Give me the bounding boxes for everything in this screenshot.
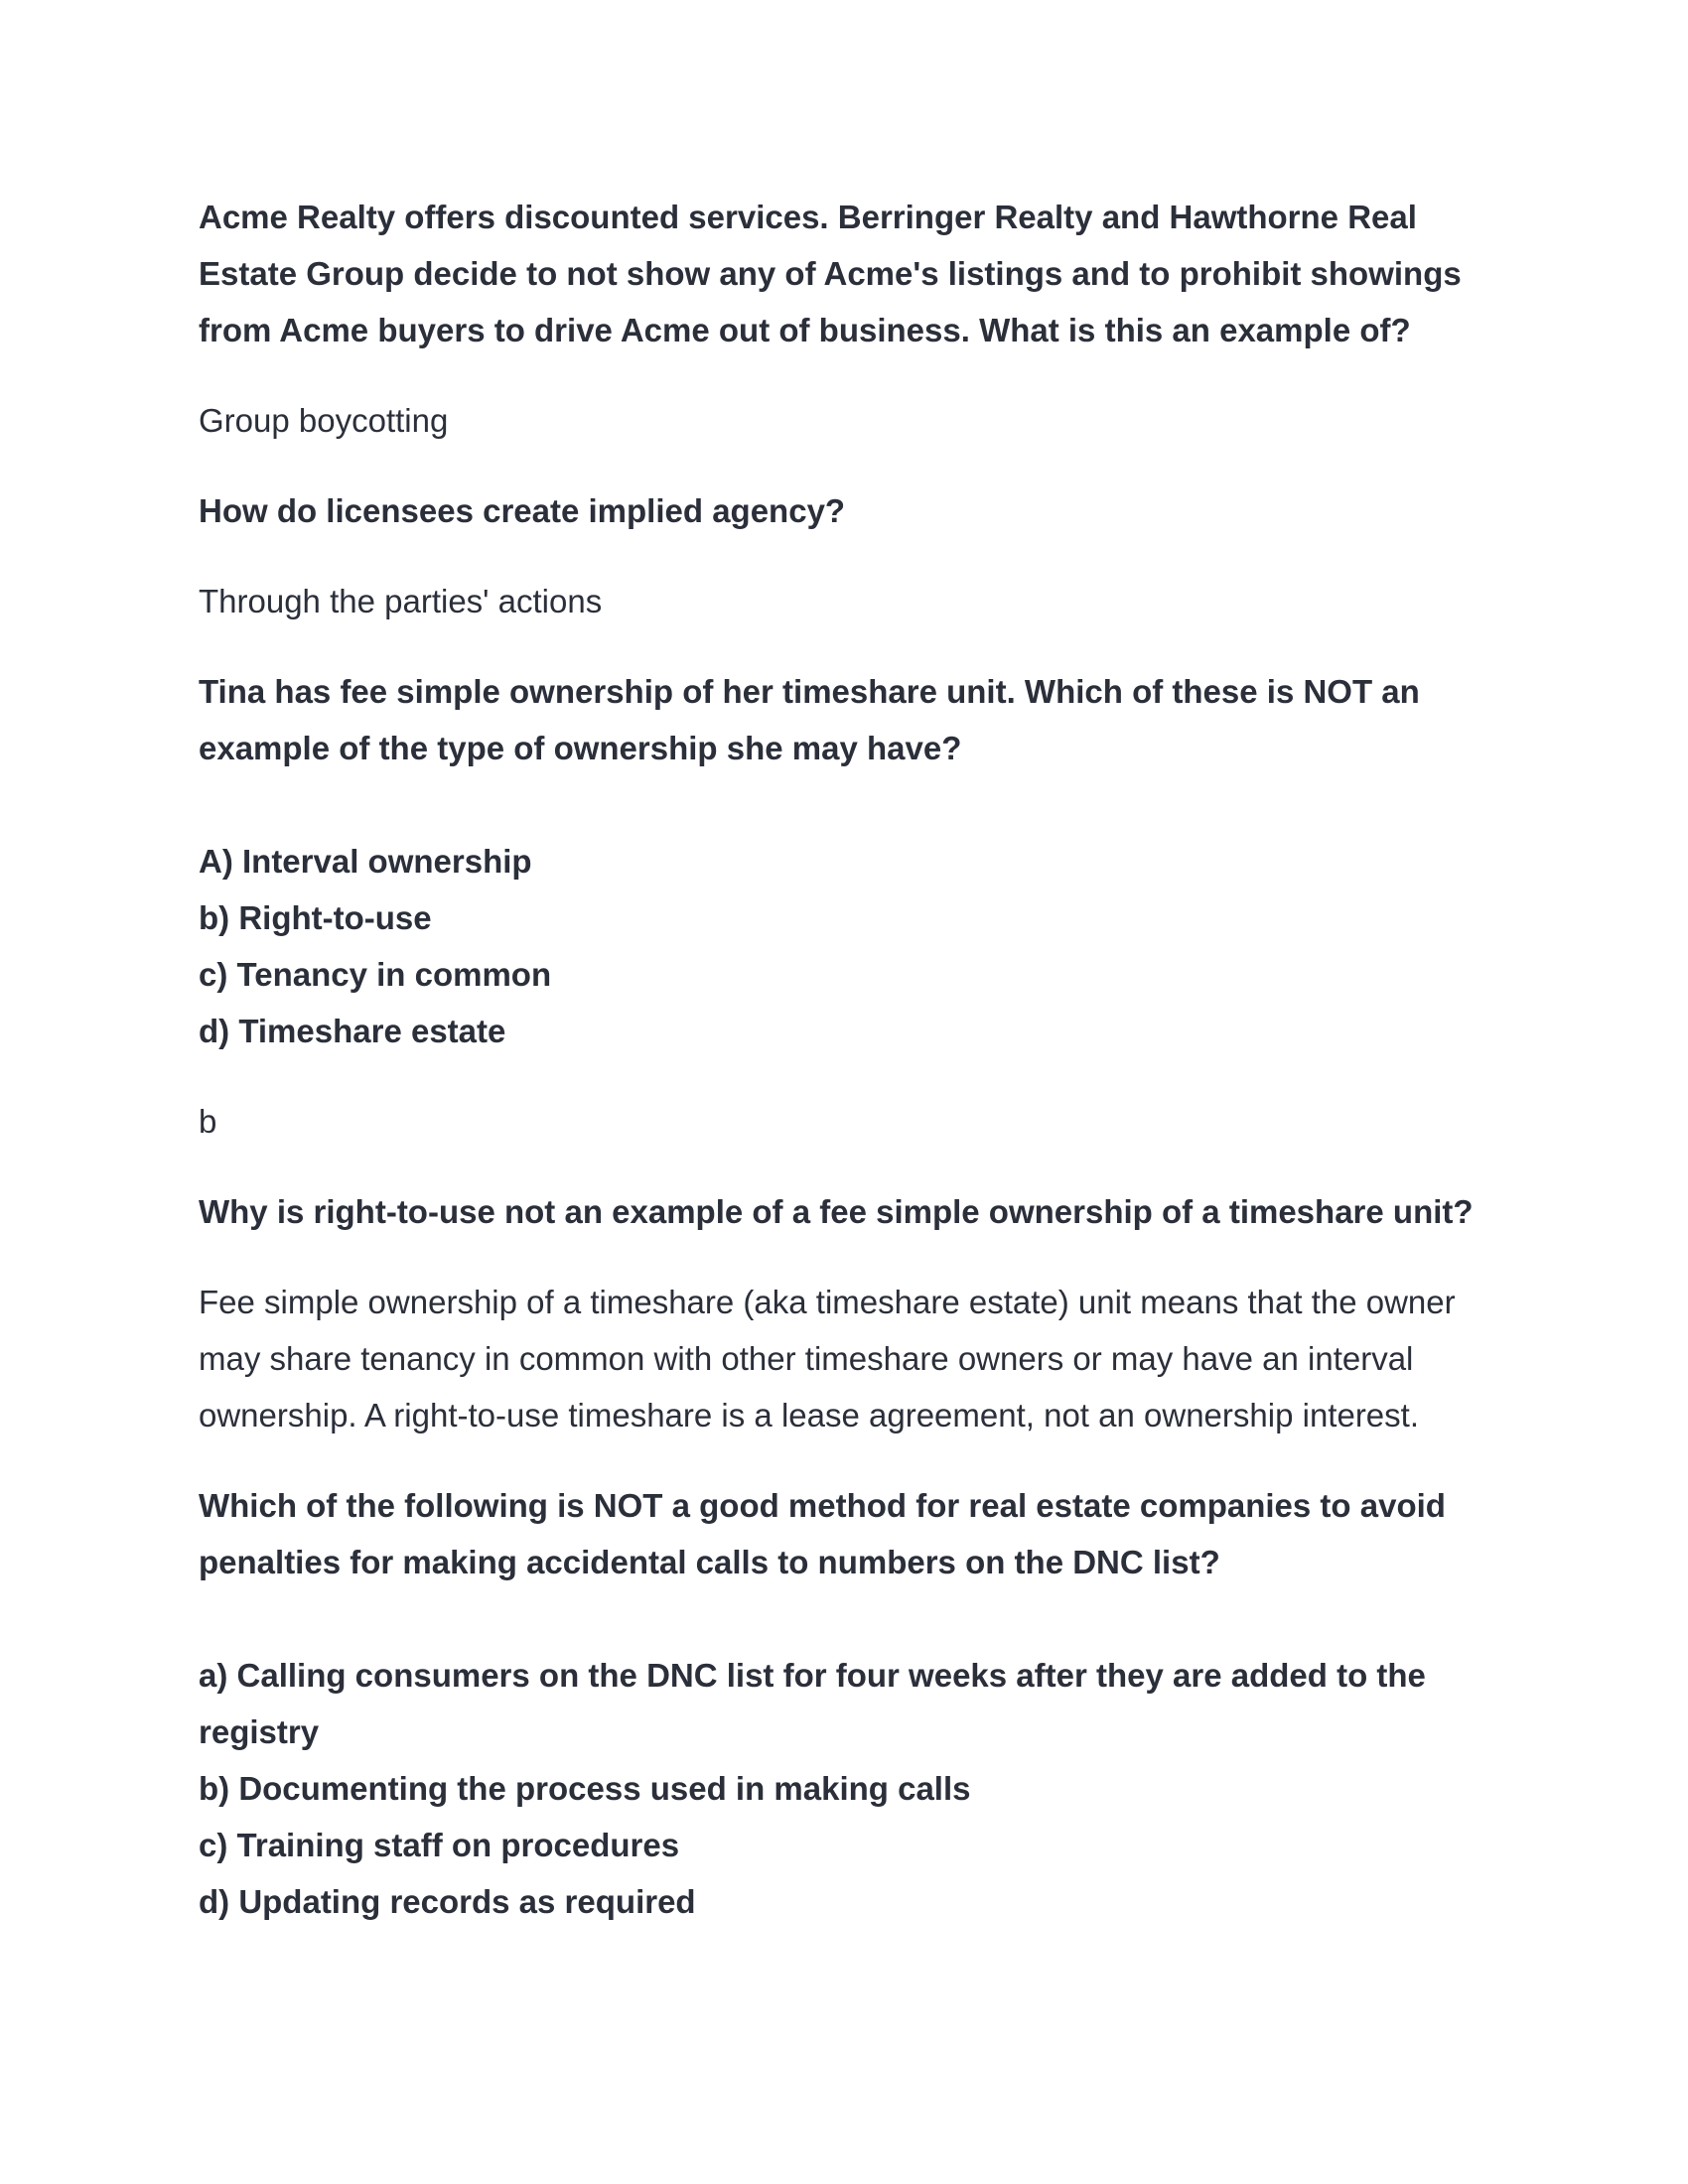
option-5c: c) Training staff on procedures (199, 1827, 680, 1863)
answer-2: Through the parties' actions (199, 583, 603, 619)
question-4: Why is right-to-use not an example of a fee simple ownership of a timeshare unit? (199, 1193, 1474, 1230)
option-3d: d) Timeshare estate (199, 1013, 506, 1049)
answer-1: Group boycotting (199, 402, 449, 439)
option-5b: b) Documenting the process used in making calls (199, 1770, 971, 1807)
answer-3: b (199, 1103, 217, 1140)
question-2: How do licensees create implied agency? (199, 492, 846, 529)
options-5 (199, 1647, 1509, 1930)
option-3a: A) Interval ownership (199, 843, 532, 880)
options-3 (199, 833, 1509, 1059)
option-5a: a) Calling consumers on the DNC list for four weeks after they are added to the registry (199, 1657, 1426, 1750)
option-5d: d) Updating records as required (199, 1883, 696, 1920)
option-3c: c) Tenancy in common (199, 956, 552, 993)
question-3: Tina has fee simple ownership of her timeshare unit. Which of these is NOT an example of the type of ownership she may have? (199, 673, 1420, 766)
answer-4: Fee simple ownership of a timeshare (aka timeshare estate) unit means that the owner may share tenancy in common with other timeshare owners or may have an interval ownership. A right-to-use timeshare is a lease agreement, not an ownership interest. (199, 1284, 1456, 1433)
question-1: Acme Realty offers discounted services. Berringer Realty and Hawthorne Real Estate Group decide to not show any of Acme's listings and to prohibit showings from Acme buyers to drive Acme out of business. What is this an example of? (199, 199, 1462, 348)
document-page (199, 189, 1509, 1930)
question-5: Which of the following is NOT a good method for real estate companies to avoid penalties for making accidental calls to numbers on the DNC list? (199, 1487, 1446, 1580)
option-3b: b) Right-to-use (199, 899, 432, 936)
